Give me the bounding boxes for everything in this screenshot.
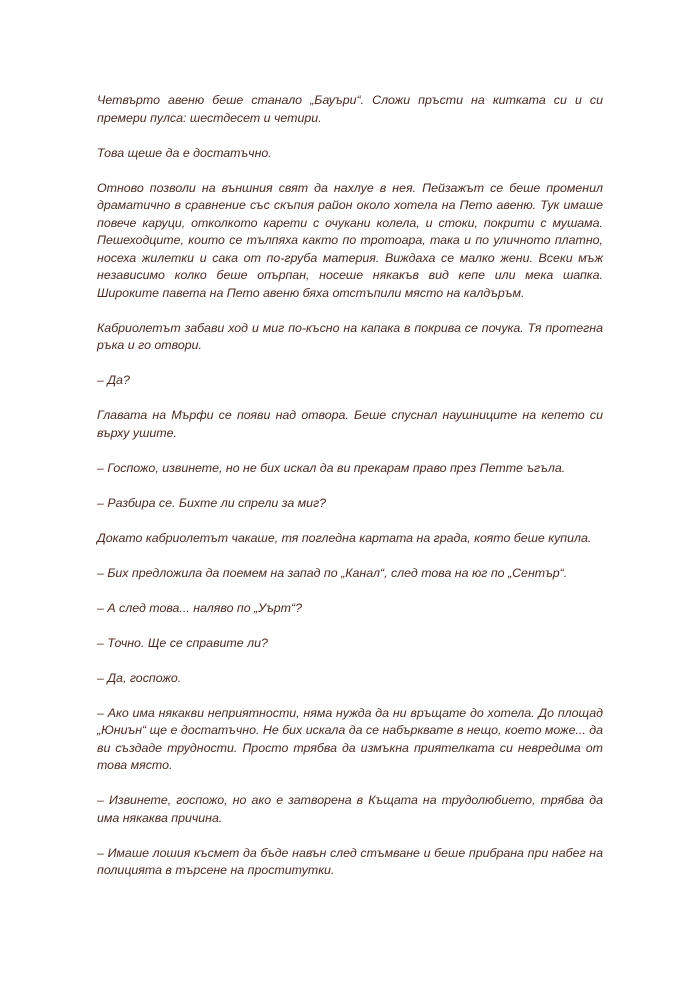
paragraph: Кабриолетът забави ход и миг по-късно на капака в покрива се почука. Тя протегна ръка и го отвори. <box>97 320 603 352</box>
dialogue-line: – Извинете, госпожо, но ако е затворена в Къщата на трудолюбието, трябва да има някаква причина. <box>97 793 603 825</box>
body-text <box>97 92 603 897</box>
dialogue-line: – Да, госпожо. <box>97 670 182 685</box>
dialogue-line: – Разбира се. Бихте ли спрели за миг? <box>97 495 327 510</box>
paragraph: Главата на Мърфи се появи над отвора. Беше спуснал наушниците на кепето си върху ушите. <box>97 408 603 440</box>
paragraph: Това щеше да е достатъчно. <box>97 145 272 160</box>
dialogue-line: – Точно. Ще се справите ли? <box>97 635 268 650</box>
paragraph: Докато кабриолетът чакаше, тя погледна картата на града, която беше купила. <box>97 530 592 545</box>
dialogue-line: – А след това... наляво по „Уърт“? <box>97 600 303 615</box>
paragraph: Четвърто авеню беше станало „Бауъри“. Сложи пръсти на китката си и си премери пулса: шестдесет и четири. <box>97 93 603 125</box>
dialogue-line: – Ако има някакви неприятности, няма нужда да ни връщате до хотела. До площад „Юниън“ ще е достатъчно. Не бих искала да се набърквате в нещо, което може... да ви създаде трудности. Просто трябва да измъкна приятелката си невредима от това място. <box>97 705 603 772</box>
dialogue-line: – Бих предложила да поемем на запад по „Канал“, след това на юг по „Сентър“. <box>97 565 568 580</box>
dialogue-line: – Госпожо, извинете, но не бих искал да ви прекарам право през Петте ъгъла. <box>97 460 566 475</box>
dialogue-line: – Имаше лошия късмет да бъде навън след стъмване и беше прибрана при набег на полицията в търсене на проститутки. <box>97 845 603 877</box>
dialogue-line: – Да? <box>97 373 130 387</box>
paragraph: Отново позволи на външния свят да нахлуе в нея. Пейзажът се беше променил драматично в сравнение със скъпия район около хотела на Пето авеню. Тук имаше повече каруци, отколкото карети с очукани колела, и стоки, покрити с мушама. Пешеходците, които се тълпяха както по тротоара, така и по уличното платно, носеха жилетки и сака от по-груба материя. Виждаха се малко жени. Всеки мъж независимо колко беше опърпан, носеше някакъв вид кепе или мека шапка. Широките павета на Пето авеню бяха отстъпили място на калдъръм. <box>97 180 603 300</box>
